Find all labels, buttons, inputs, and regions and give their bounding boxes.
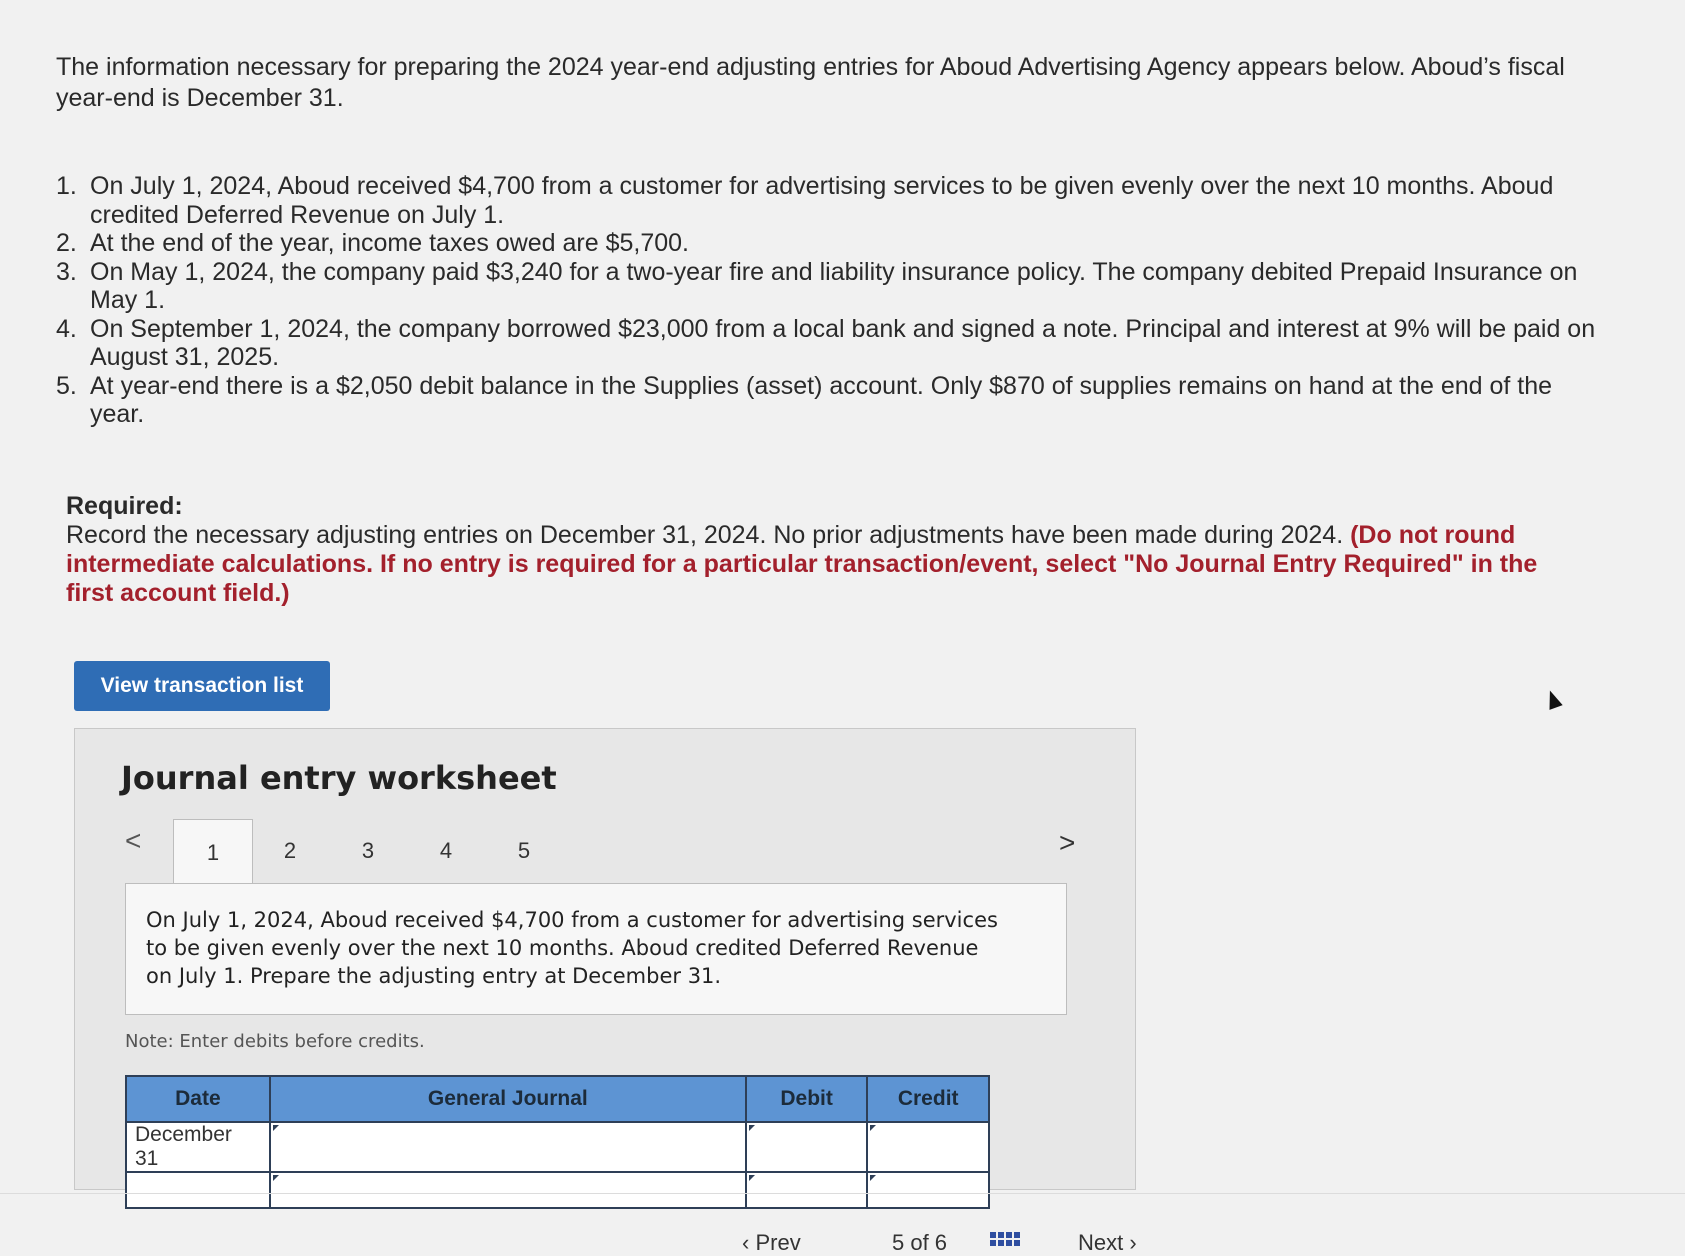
journal-entry-worksheet [74,728,1136,1190]
next-label: Next [1078,1230,1124,1255]
tab-4[interactable]: 4 [439,838,453,863]
column-header-general-journal: General Journal [270,1076,746,1122]
list-item [56,315,1596,372]
table-row [126,1172,989,1208]
required-section [66,492,1576,608]
page-count: 5 of 6 [892,1230,948,1255]
credit-field[interactable] [867,1172,989,1208]
tab-3[interactable]: 3 [361,838,375,863]
credit-field[interactable] [867,1122,989,1172]
item-number: 1. [56,172,77,200]
transaction-panel [125,883,1067,1015]
account-field[interactable] [270,1122,746,1172]
worksheet-title: Journal entry worksheet [121,759,557,797]
tab-2[interactable]: 2 [283,838,297,863]
list-item [56,258,1596,315]
chevron-left-icon[interactable]: < [125,825,142,856]
item-text: At the end of the year, income taxes owed are $5,700. [90,229,689,257]
tab-5[interactable]: 5 [517,838,531,863]
list-item [56,172,1596,229]
required-text: Record the necessary adjusting entries on December 31, 2024. No prior adjustments have been made during 2024. [66,521,1344,549]
item-number: 4. [56,314,77,343]
mouse-cursor-icon [1543,688,1562,710]
table-row [126,1122,989,1172]
intro-text: The information necessary for preparing the 2024 year-end adjusting entries for Aboud Advertising Agency appears below. Aboud’s fiscal year-end is December 31. [56,53,1565,112]
view-transaction-list-button[interactable]: View transaction list [74,661,330,711]
item-text: On May 1, 2024, the company paid $3,240 for a two-year fire and liability insurance policy. The company debited Prepaid Insurance on May 1. [90,257,1578,314]
prev-button[interactable]: ‹ Prev [742,1230,801,1255]
item-number: 5. [56,371,77,400]
item-number: 3. [56,257,77,286]
account-field[interactable] [270,1172,746,1208]
list-item [56,229,1596,258]
item-text: At year-end there is a $2,050 debit balance in the Supplies (asset) account. Only $870 of supplies remains on hand at the end of the year. [90,371,1553,428]
date-cell: December 31 [126,1122,270,1172]
journal-table [125,1075,990,1209]
footer-divider [0,1193,1685,1194]
item-number: 2. [56,229,77,257]
column-header-credit: Credit [867,1076,989,1122]
transaction-list [56,172,1596,429]
transaction-description: On July 1, 2024, Aboud received $4,700 from a customer for advertising services to be given evenly over the next 10 months. Aboud credited Deferred Revenue on July 1. Prepare the adjusting entry at December 31. [146,908,998,988]
tab-1[interactable]: 1 [173,819,253,886]
chevron-right-icon[interactable]: > [1059,827,1076,858]
item-text: On July 1, 2024, Aboud received $4,700 from a customer for advertising services to be given evenly over the next 10 months. Aboud credited Deferred Revenue on July 1. [90,172,1554,229]
prev-label: Prev [755,1230,801,1255]
next-button[interactable]: Next › [1078,1230,1137,1255]
item-text: On September 1, 2024, the company borrowed $23,000 from a local bank and signed a note. Principal and interest at 9% will be paid on August 31, 2025. [90,314,1596,371]
grid-icon[interactable] [990,1232,1022,1246]
table-header-row [126,1076,989,1122]
entry-note: Note: Enter debits before credits. [125,1031,425,1052]
debit-field[interactable] [746,1172,868,1208]
date-cell [126,1172,270,1208]
required-instructions: (Do not round intermediate calculations. If no entry is required for a particular transaction/event, select "No Journal Entry Required" in the first account field.) [66,521,1538,607]
list-item [56,372,1596,429]
debit-field[interactable] [746,1122,868,1172]
column-header-date: Date [126,1076,270,1122]
column-header-debit: Debit [746,1076,868,1122]
required-heading: Required: [66,492,183,520]
